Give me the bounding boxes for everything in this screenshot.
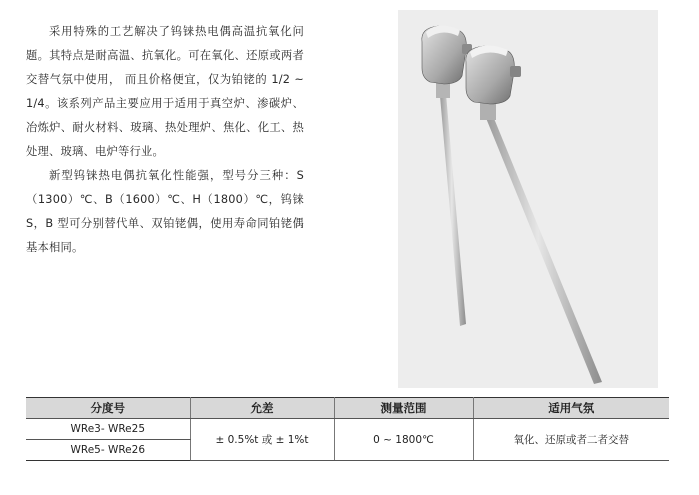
protection-tube xyxy=(486,116,602,384)
description-paragraph-1: 采用特殊的工艺解决了钨铼热电偶高温抗氧化问题。其特点是耐高温、抗氧化。可在氧化、还原或两者交替气氛中使用， 而且价格便宜，仅为铂铑的 1/2 ~ 1/4。该系列产品主要应用于适用于真空炉、渗碳炉、冶炼炉、耐火材料、玻璃、热处理炉、焦化、化工、热处理、玻璃、电炉等行业。 xyxy=(26,25,304,158)
thermocouple-rear xyxy=(422,25,472,326)
specification-table xyxy=(26,397,669,461)
header-tolerance: 允差 xyxy=(190,398,334,419)
protection-tube xyxy=(440,94,466,326)
thermocouple-front xyxy=(466,45,602,384)
header-graduation: 分度号 xyxy=(26,398,190,419)
product-description xyxy=(26,20,304,260)
cell-atmosphere: 氧化、还原或者二者交替 xyxy=(473,419,669,461)
cell-graduation-2: WRe5- WRe26 xyxy=(26,440,190,461)
table-row xyxy=(26,419,669,440)
header-range: 测量范围 xyxy=(334,398,473,419)
cell-graduation-1: WRe3- WRe25 xyxy=(26,419,190,440)
cell-range: 0 ~ 1800℃ xyxy=(334,419,473,461)
thermocouple-illustration xyxy=(398,10,658,388)
table-header-row xyxy=(26,398,669,419)
description-paragraph-2: 新型钨铼热电偶抗氧化性能强，型号分三种：S（1300）℃、B（1600）℃、H（1800）℃，钨铼 S，B 型可分别替代单、双铂铑偶，使用寿命同铂铑偶基本相同。 xyxy=(26,169,304,254)
product-photo xyxy=(398,10,658,388)
cable-gland xyxy=(510,66,521,77)
header-atmosphere: 适用气氛 xyxy=(473,398,669,419)
cell-tolerance: ± 0.5%t 或 ± 1%t xyxy=(190,419,334,461)
